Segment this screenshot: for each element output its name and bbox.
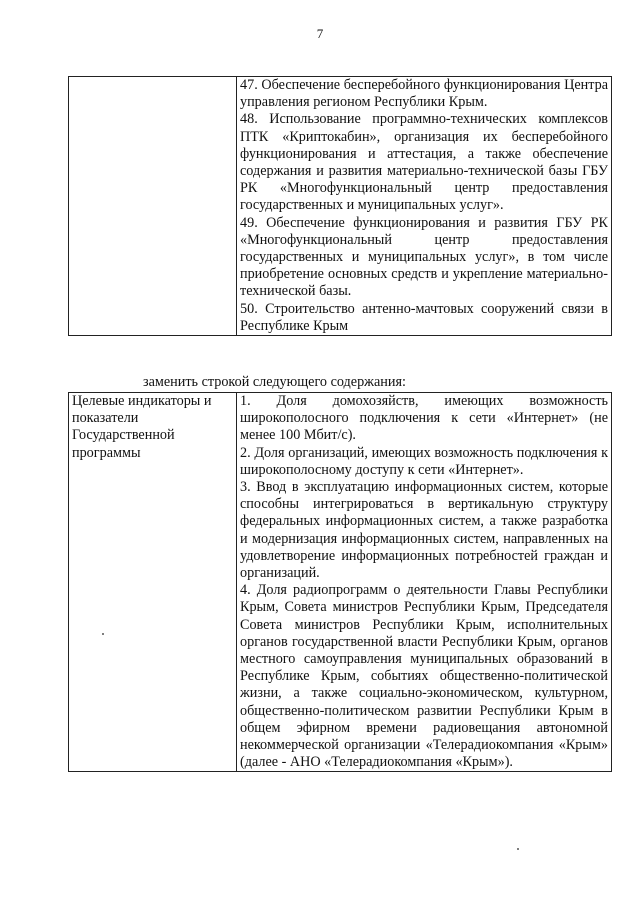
list-item: 4. Доля радиопрограмм о деятельности Главы Республики Крым, Совета министров Республики Крым, Председателя Совета министров Республики Крым, исполнительных органов государственной власти Республики Крым, органов местного самоуправления муниципальных образований в Республике Крым, событиях общественно-политической жизни, а также социально-экономическом, культурном, общественно-политическом развитии Республики Крым в общем эфирном времени радиовещания автономной некоммерческой организации «Телерадиокомпания «Крым» (далее - АНО «Телерадиокомпания «Крым»). (240, 582, 608, 771)
indicator-list-cell (237, 393, 612, 772)
list-item: 47. Обеспечение бесперебойного функционирования Центра управления регионом Республики Крым. (240, 77, 608, 111)
list-item: 1. Доля домохозяйств, имеющих возможность широкополосного подключения к сети «Интернет» (не менее 100 Мбит/с). (240, 393, 608, 444)
scan-speck (102, 633, 104, 635)
indicator-label-cell (69, 393, 237, 772)
page-number: 7 (316, 26, 324, 41)
list-item: 3. Ввод в эксплуатацию информационных систем, которые способны интегрироваться в вертикальную структуру федеральных информационных систем, а также разработка и модернизация информационных систем, направленных на удовлетворение информационных потребностей граждан и организаций. (240, 479, 608, 582)
table-row (69, 77, 612, 336)
list-item: 2. Доля организаций, имеющих возможность подключения к широкополосному доступу к сети «Интернет». (240, 444, 608, 478)
indicator-label-cell (69, 77, 237, 336)
list-item: 49. Обеспечение функционирования и развития ГБУ РК «Многофункциональный центр предоставления государственных и муниципальных услуг», в том числе приобретение основных средств и укрепление материально-технической базы. (240, 214, 608, 300)
list-item: 50. Строительство антенно-мачтовых сооружений связи в Республике Крым (240, 300, 608, 334)
replacement-instruction: заменить строкой следующего содержания: (143, 374, 406, 390)
indicator-label: Целевые индикаторы и показатели Государственной программы (72, 393, 212, 461)
table-row (69, 393, 612, 772)
previous-table (68, 76, 612, 336)
new-table (68, 392, 612, 772)
list-item: 48. Использование программно-технических комплексов ПТК «Криптокабин», организация их бесперебойного функционирования и аттестация, а также обеспечение содержания и развития материально-технической базы ГБУ РК «Многофункциональный центр предоставления государственных и муниципальных услуг». (240, 111, 608, 214)
indicator-list-cell (237, 77, 612, 336)
scan-speck (517, 848, 519, 850)
